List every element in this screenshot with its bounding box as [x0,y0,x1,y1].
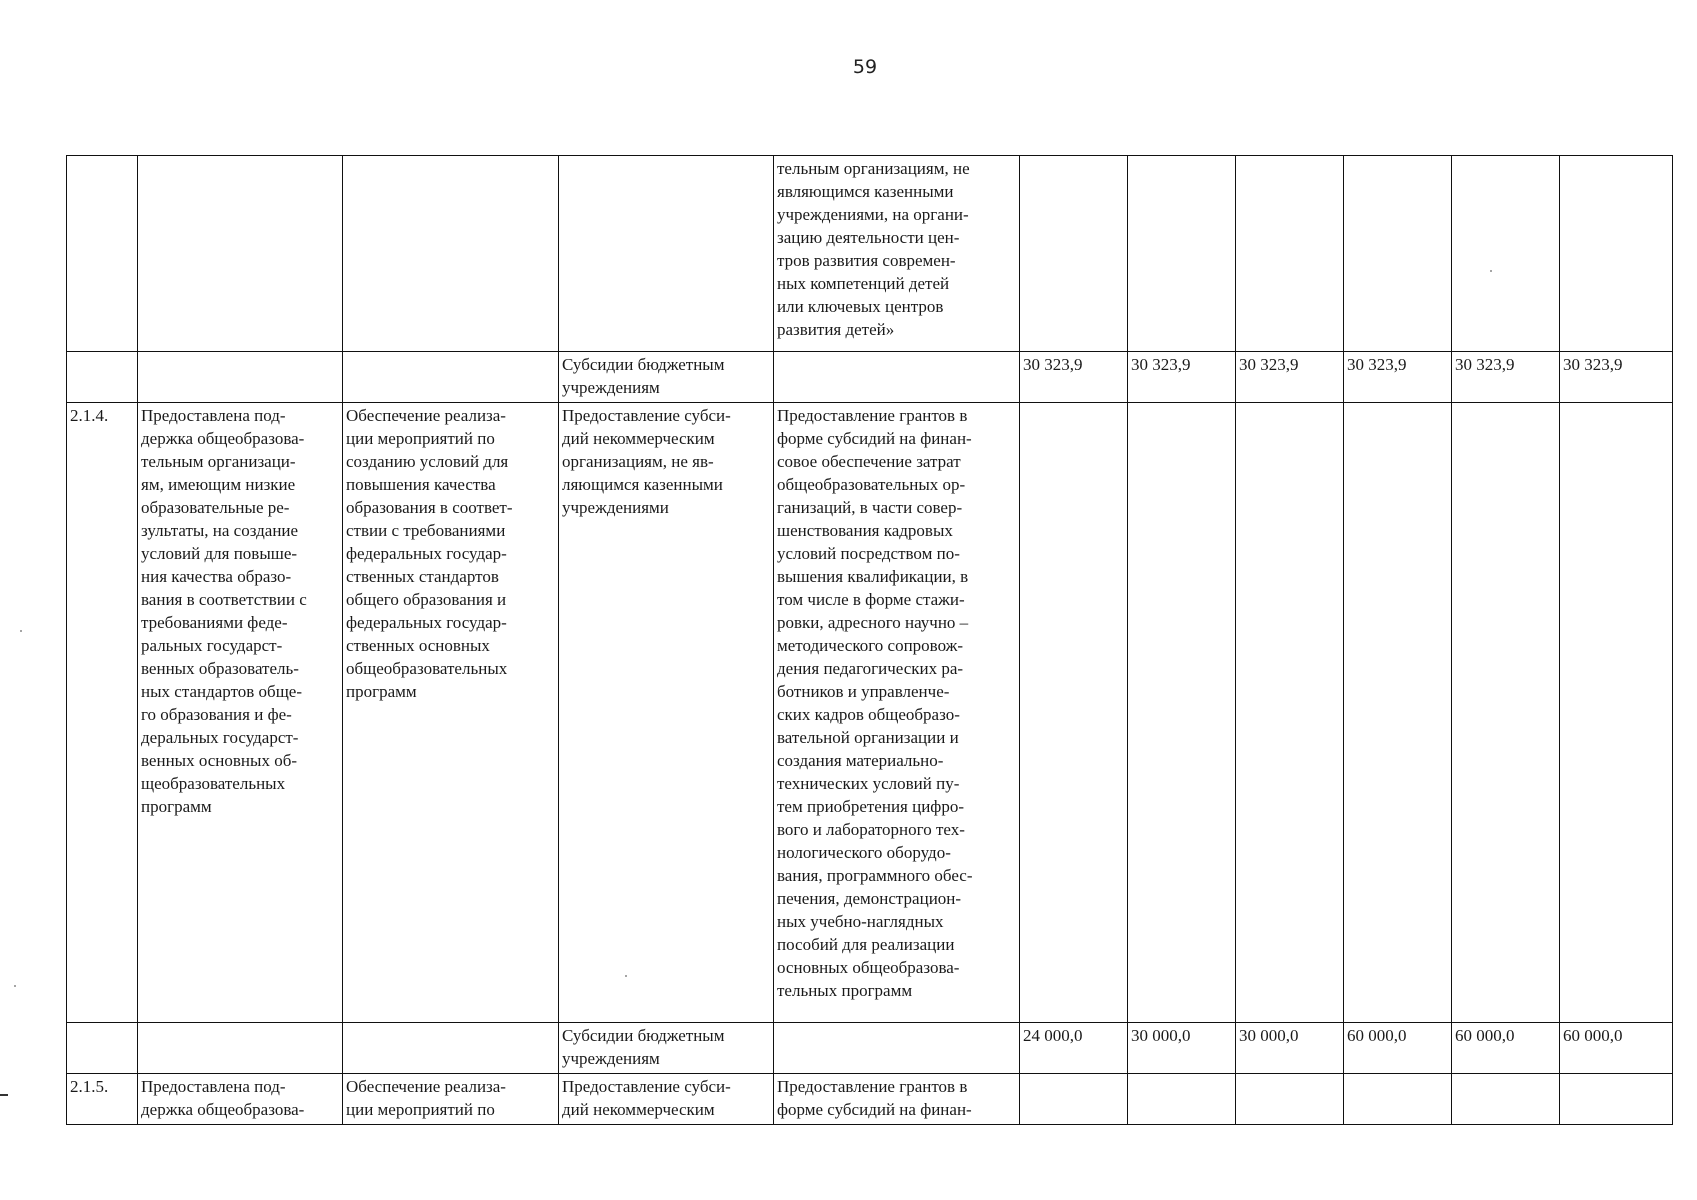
result-cell: Предоставлена под- держка общеобразова- [138,1074,343,1125]
amount-cell: 30 323,9 [1020,352,1128,403]
result-cell [138,1023,343,1074]
amount-cell [1560,156,1673,352]
table-row [67,403,1673,1023]
table-row [67,352,1673,403]
scan-speck [625,975,627,977]
amount-cell: 30 323,9 [1236,352,1344,403]
amount-cell: 60 000,0 [1344,1023,1452,1074]
description-cell: Предоставление грантов в форме субсидий на финан- [774,1074,1020,1125]
amount-cell: 30 323,9 [1128,352,1236,403]
description-cell: Предоставление грантов в форме субсидий на финан- совое обеспечение затрат общеобразовательных ор- ганизаций, в части совер- шенствования кадровых условий посредством по- вышения квалификации, в том числе в форме стажи- ровки, адресного научно – методического сопровож- дения педагогических ра- ботников и управленче- ских кадров общеобразо- вательной организации и создания материально- технических условий пу- тем приобретения цифро- вого и лабораторного тех- нологического оборудо- вания, программного обес- печения, демонстрацион- ных учебно-наглядных пособий для реализации основных общеобразова- тельных программ [774,403,1020,1023]
amount-cell: 30 000,0 [1128,1023,1236,1074]
amount-cell: 60 000,0 [1560,1023,1673,1074]
amount-cell [1020,156,1128,352]
scan-speck [14,985,16,987]
amount-cell: 30 323,9 [1452,352,1560,403]
amount-cell [1344,1074,1452,1125]
purpose-cell [343,352,559,403]
description-cell [774,1023,1020,1074]
page-edge-mark [0,1094,8,1096]
table-row [67,1074,1673,1125]
amount-cell: 24 000,0 [1020,1023,1128,1074]
amount-cell [1128,1074,1236,1125]
result-cell [138,156,343,352]
item-number-cell [67,352,138,403]
amount-cell [1020,1074,1128,1125]
item-number-cell [67,156,138,352]
amount-cell: 30 000,0 [1236,1023,1344,1074]
amount-cell [1452,156,1560,352]
amount-cell [1344,403,1452,1023]
result-cell [138,352,343,403]
budget-table [66,155,1673,1125]
purpose-cell [343,1023,559,1074]
purpose-cell [343,156,559,352]
amount-cell [1452,1074,1560,1125]
subsidy-type-cell: Предоставление субси- дий некоммерческим организациям, не яв- ляющимся казенными учреждениями [559,403,774,1023]
amount-cell [1452,403,1560,1023]
scan-speck [1490,270,1492,272]
subsidy-type-cell: Субсидии бюджетным учреждениям [559,1023,774,1074]
item-number-cell [67,1023,138,1074]
scan-speck [20,630,22,632]
amount-cell: 60 000,0 [1452,1023,1560,1074]
amount-cell [1560,1074,1673,1125]
amount-cell: 30 323,9 [1344,352,1452,403]
table-row [67,1023,1673,1074]
amount-cell [1128,156,1236,352]
amount-cell [1344,156,1452,352]
item-number-cell: 2.1.5. [67,1074,138,1125]
amount-cell: 30 323,9 [1560,352,1673,403]
table-row [67,156,1673,352]
subsidy-type-cell [559,156,774,352]
amount-cell [1020,403,1128,1023]
purpose-cell: Обеспечение реализа- ции мероприятий по созданию условий для повышения качества образования в соответ- ствии с требованиями федеральных государ- ственных стандартов общего образования и федеральных государ- ственных основных общеобразовательных программ [343,403,559,1023]
amount-cell [1128,403,1236,1023]
amount-cell [1236,403,1344,1023]
amount-cell [1236,1074,1344,1125]
description-cell [774,352,1020,403]
subsidy-type-cell: Субсидии бюджетным учреждениям [559,352,774,403]
amount-cell [1236,156,1344,352]
purpose-cell: Обеспечение реализа- ции мероприятий по [343,1074,559,1125]
item-number-cell: 2.1.4. [67,403,138,1023]
amount-cell [1560,403,1673,1023]
description-cell: тельным организациям, не являющимся казенными учреждениями, на органи- зацию деятельности цен- тров развития современ- ных компетенций детей или ключевых центров развития детей» [774,156,1020,352]
result-cell: Предоставлена под- держка общеобразова- тельным организаци- ям, имеющим низкие образовательные ре- зультаты, на создание условий для повыше- ния качества образо- вания в соответствии с требованиями феде- ральных государст- венных образователь- ных стандартов обще- го образования и фе- деральных государст- венных основных об- щеобразовательных программ [138,403,343,1023]
page-number: 59 [852,56,878,78]
subsidy-type-cell: Предоставление субси- дий некоммерческим [559,1074,774,1125]
